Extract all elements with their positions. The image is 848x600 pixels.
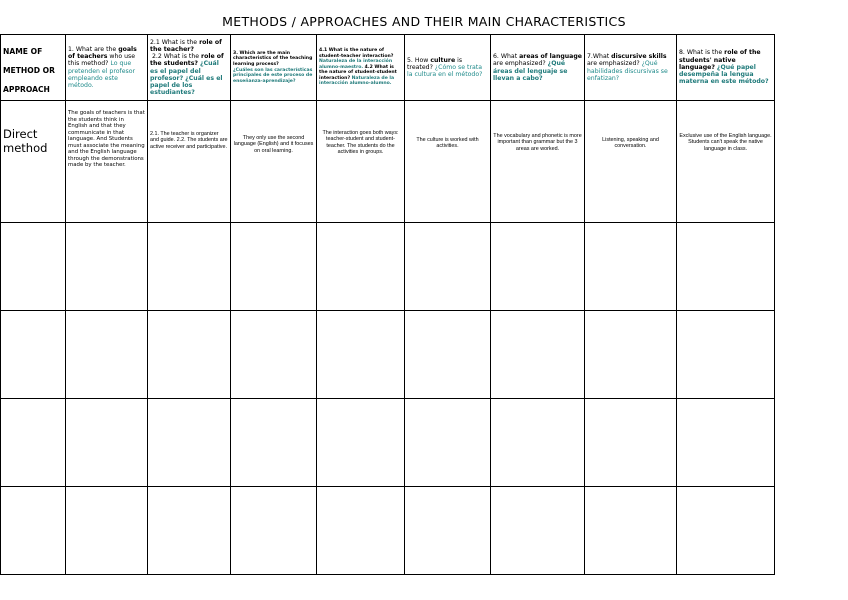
header-method-name: NAME OF METHOD OR APPROACH <box>1 35 66 101</box>
header-roles: 2.1 What is the role of the teacher? 2.2 What is the role of the students? ¿Cuál es el papel del profesor? ¿Cuál es el papel de los estudiantes? <box>148 35 231 101</box>
methods-table <box>0 34 775 575</box>
culture-cell: The culture is worked with activities. <box>405 101 491 223</box>
goals-cell: The goals of teachers is that the students think in English and that they communicate in that language. And Students must associate the meaning and the English language through the demonstrations made by the teacher. <box>66 101 148 223</box>
process-cell: They only use the second language (English) and it focuses on oral learning. <box>231 101 317 223</box>
header-row <box>1 35 775 101</box>
header-areas: 6. What areas of language are emphasized? ¿Qué áreas del lenguaje se llevan a cabo? <box>491 35 585 101</box>
document-title: METHODS / APPROACHES AND THEIR MAIN CHARACTERISTICS <box>222 14 626 29</box>
table-row <box>1 399 775 487</box>
table-row <box>1 487 775 575</box>
header-process: 3. Which are the main characteristics of the teaching learning process? ¿Cuáles son las características principales de este proceso de enseñanza-aprendizaje? <box>231 35 317 101</box>
header-goals: 1. What are the goals of teachers who use this method? Lo que pretenden el profesor empleando este método. <box>66 35 148 101</box>
table-row <box>1 311 775 399</box>
method-name-cell: Direct method <box>1 101 66 223</box>
header-interaction: 4.1 What is the nature of student-teacher interaction? Naturaleza de la interacción alumno-maestro. 4.2 What is the nature of student-student interaction? Naturaleza de la interacción alumno-alumno. <box>317 35 405 101</box>
areas-cell: The vocabulary and phonetic is more important than grammar but the 3 areas are worked. <box>491 101 585 223</box>
table-row <box>1 101 775 223</box>
skills-cell: Listening, speaking and conversation. <box>585 101 677 223</box>
native-language-cell: Exclusive use of the English language. Students can't speak the native language in class. <box>677 101 775 223</box>
roles-cell: 2.1. The teacher is organizer and guide. 2.2. The students are active receiver and participative. <box>148 101 231 223</box>
table-row <box>1 223 775 311</box>
header-native-language: 8. What is the role of the students' native language? ¿Qué papel desempeña la lengua materna en este método? <box>677 35 775 101</box>
header-skills: 7.What discursive skills are emphasized? ¿Qué habilidades discursivas se enfatizan? <box>585 35 677 101</box>
interaction-cell: The interaction goes both ways: teacher-student and student-teacher. The students do the activities in groups. <box>317 101 405 223</box>
header-culture: 5. How culture is treated? ¿Cómo se trata la cultura en el método? <box>405 35 491 101</box>
